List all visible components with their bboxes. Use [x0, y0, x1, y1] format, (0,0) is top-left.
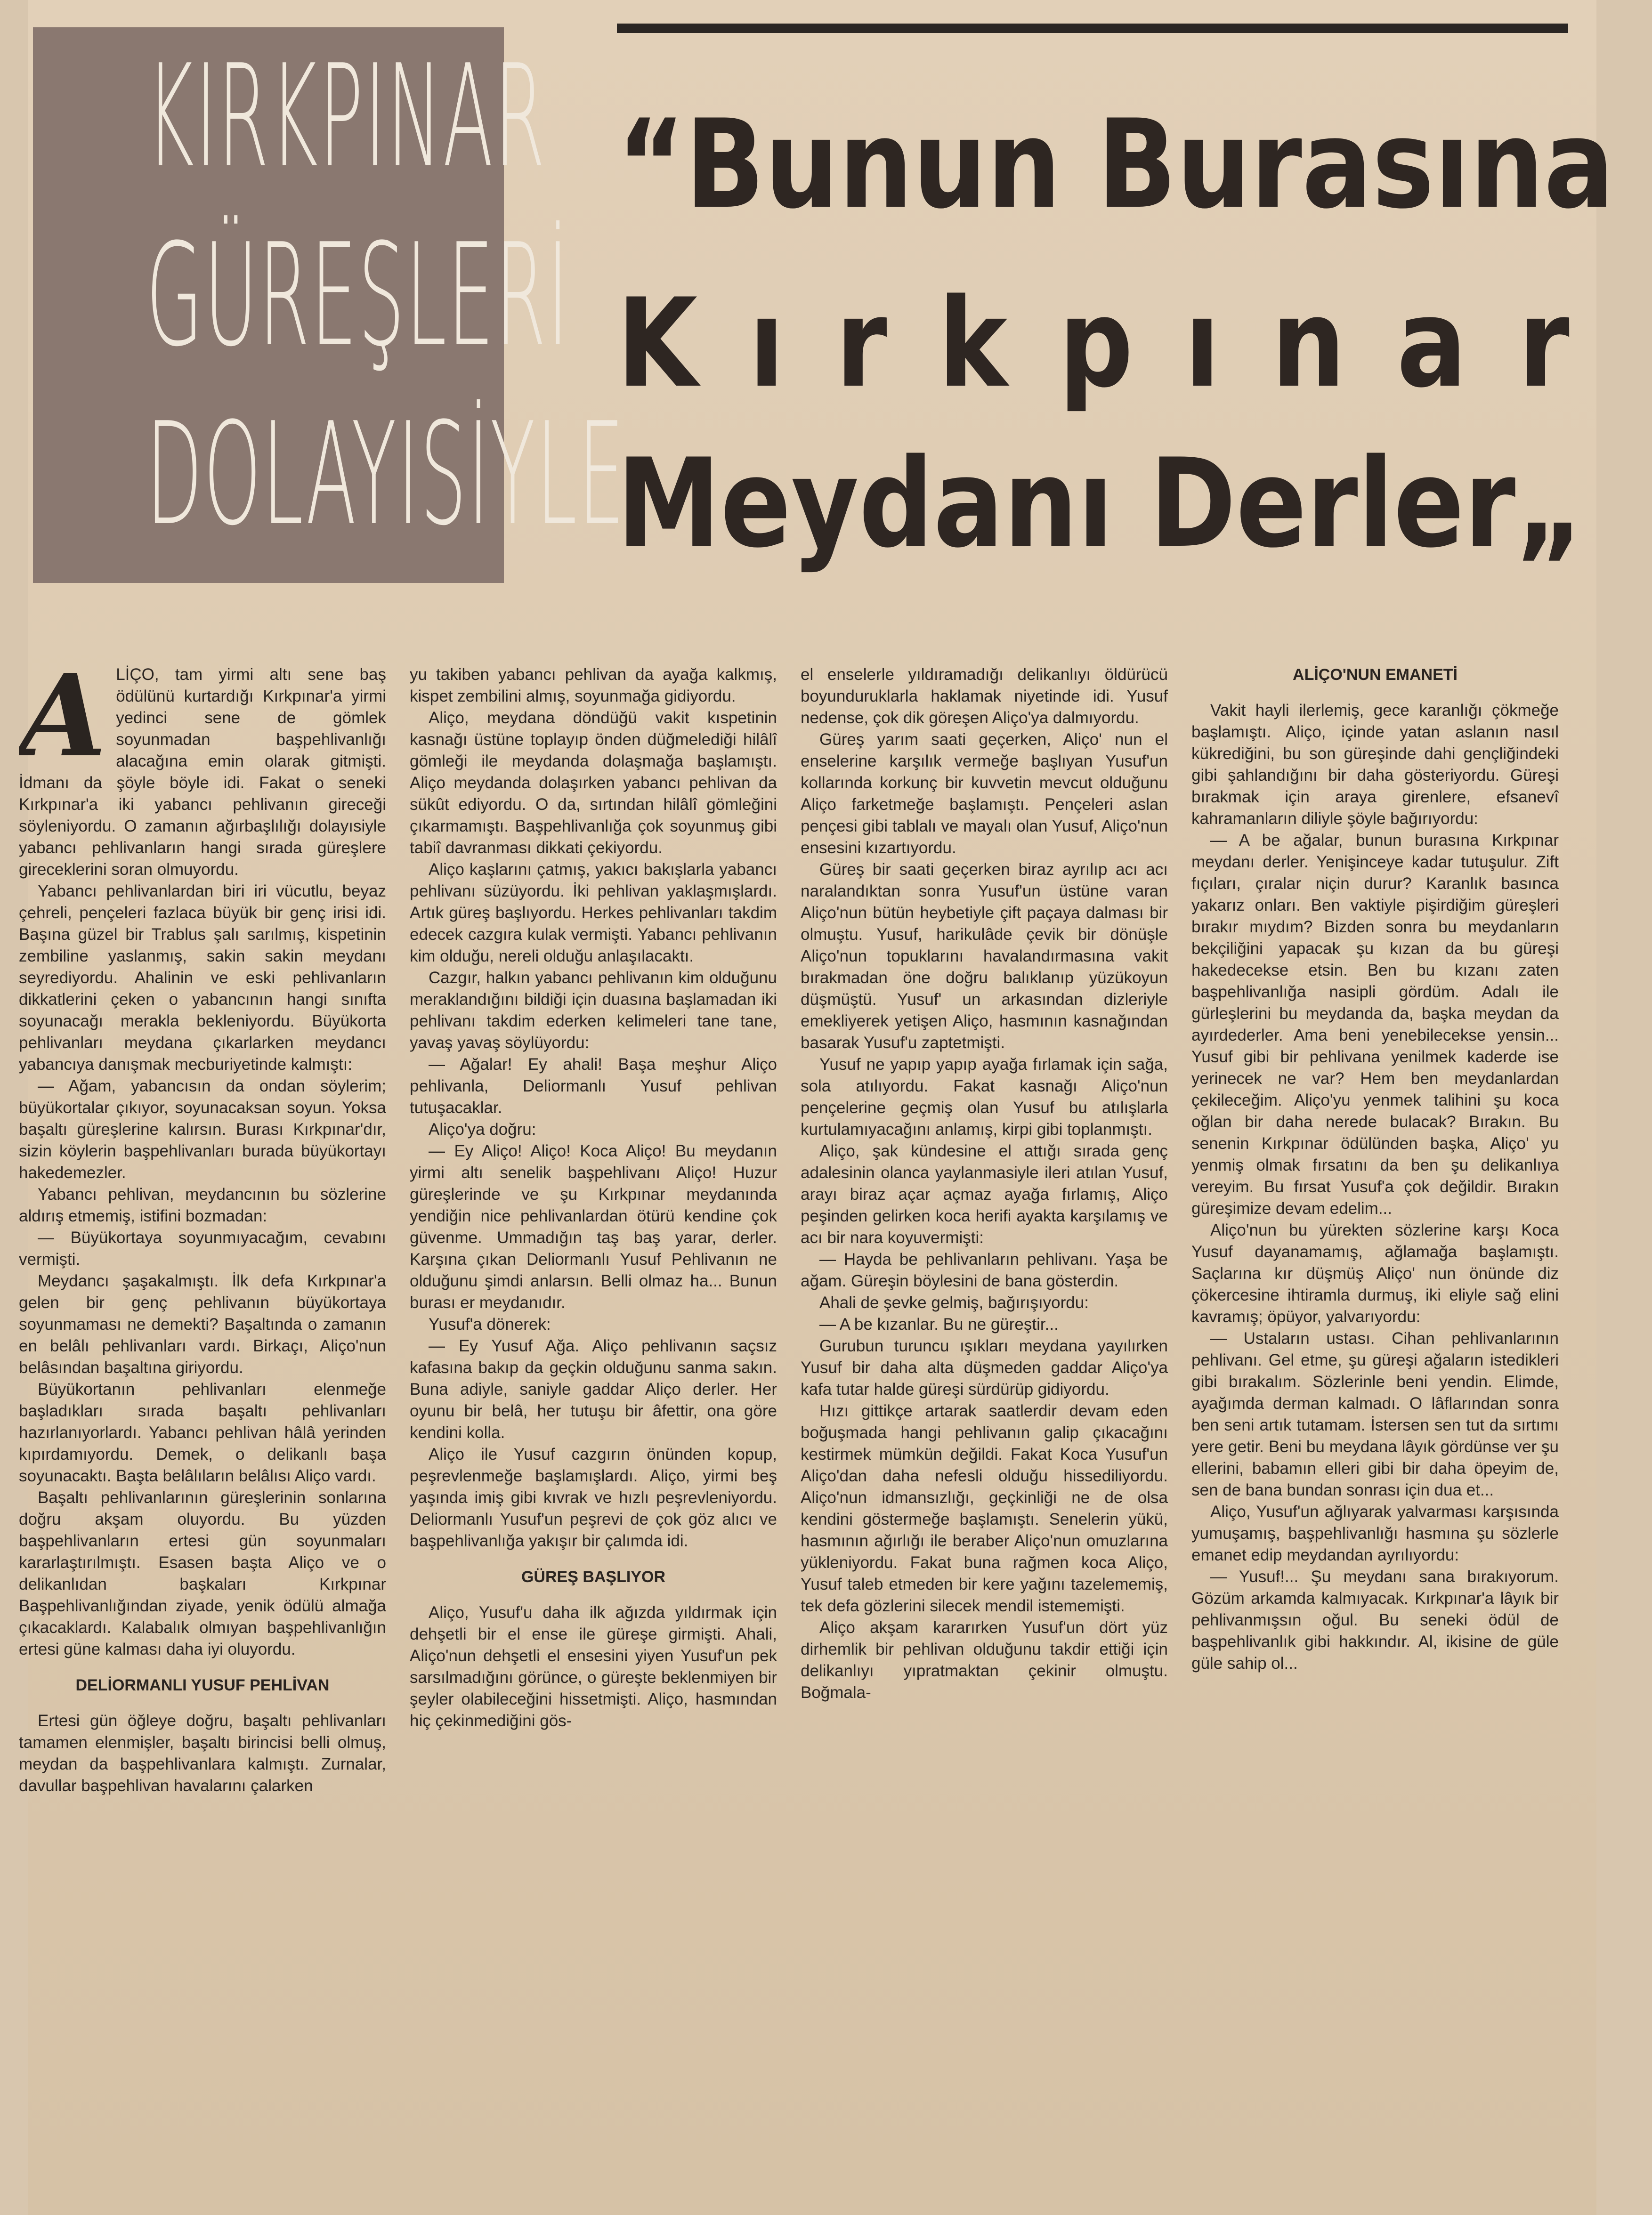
paragraph: LİÇO, tam yirmi altı sene baş ödülünü kurtardığı Kırkpınar'a yirmi yedinci sene de gömlek soyunmadan başpehlivanlığı alacağına emin olarak gitmişti. İdmanı da şöyle böyle idi. Fakat o seneki Kırkpınar'a iki yabancı pehlivanın gireceği söyleniyordu. O zamanın ağırbaşlılığı dolayısiyle yabancı pehlivanların hangi sırada güreşlere gireceklerini soran olmuyordu. [19, 665, 386, 879]
headline-line-3: Meydanı Derler„ [617, 433, 1584, 575]
header-rule [617, 24, 1568, 33]
paragraph: — Ustaların ustası. Cihan pehlivanlarının pehlivanı. Gel etme, şu güreşi ağaların istedikleri gibi bırakalım. Sözlerinle beni yendin. Elimde, ayağımda derman kalmadı. O lâflarından sonra ben seni artık tutamam. İstersen sen tut da sırtımı yere getir. Beni bu meydana lâyık gördünse ver şu ellerini, babamın elleri gibi bir daha öpeyim de, sen de bana bundan sonrası için dua et... [1191, 1329, 1559, 1499]
paragraph: Yusuf'a dönerek: [429, 1315, 551, 1334]
article-column-4 [1191, 664, 1559, 2199]
article-column-2 [410, 664, 777, 2199]
paragraph: Büyükortanın pehlivanları elenmeğe başladıkları sırada başaltı pehlivanları hazırlanıyorlardı. Yabancı pehlivan hâlâ yerinden kıpırdamıyordu. Demek, o delikanlı başa soyunacaktı. Başta belâlıların belâlısı Aliço vardı. [19, 1380, 386, 1485]
paragraph: Aliço, şak kündesine el attığı sırada genç adalesinin olanca yaylanmasiyle ileri atılan Yusuf, arayı biraz açar açmaz ayağa fırlamış, Aliço peşinden gelirken koca herifi ayakta karşılamış ve acı bir nara koyuvermişti: [801, 1142, 1168, 1247]
paragraph: Aliço'nun bu yürekten sözlerine karşı Koca Yusuf dayanamamış, ağlamağa başlamıştı. Saçlarına kır düşmüş Aliço' nun önünde diz çökercesine ihtiramla durmuş, iki eliyle sağ elini kavramış; öpüyor, yalvarıyordu: [1191, 1221, 1559, 1326]
kicker-line-1: KIRKPINAR [146, 34, 546, 199]
kicker-line-3: DOLAYISİYLE [146, 392, 625, 557]
paragraph: Vakit hayli ilerlemiş, gece karanlığı çökmeğe başlamıştı. Aliço, içinde yatan aslanın nasıl kükrediğini, bu son güreşinde dahi gençliğindeki gibi şahlandığını bir daha gösteriyordu. Güreşi bırakmak için araya girenlere, efsanevî kahramanların diliyle şöyle bağırıyordu: [1191, 701, 1559, 828]
paragraph: Gurubun turuncu ışıkları meydana yayılırken Yusuf bir daha alta düşmeden gaddar Aliço'ya kafa tutar halde güreşi sürdürüp gidiyordu. [801, 1337, 1168, 1399]
paragraph: Yabancı pehlivan, meydancının bu sözlerine aldırış etmemiş, istifini bozmadan: [19, 1185, 386, 1225]
kicker-box [33, 27, 625, 583]
paragraph: Meydancı şaşakalmıştı. İlk defa Kırkpınar'a gelen bir genç pehlivanın büyükortaya soyunmaması ne demekti? Başaltında o zamanın en belâlı pehlivanları vardı. Birkaçı, Aliço'nun belâsından başaltına giriyordu. [19, 1272, 386, 1377]
paragraph: Aliço ile Yusuf cazgırın önünden kopup, peşrevlenmeğe başlamışlardı. Aliço, yirmi beş yaşında imiş gibi kıvrak ve hızlı peşrevleniyordu. Deliormanlı Yusuf'un peşrevi de çok göz alıcı ve başpehlivanlığa yakışır bir çalımda idi. [410, 1445, 777, 1550]
paragraph: — Ey Yusuf Ağa. Aliço pehlivanın saçsız kafasına bakıp da geçkin olduğunu sanma sakın. Buna adiyle, saniyle gaddar Aliço derler. Her oyunu bir belâ, her tutuşu bir âfettir, ona göre kendini kolla. [410, 1337, 777, 1442]
article-column-1 [19, 664, 386, 2199]
subheading: DELİORMANLI YUSUF PEHLİVAN [75, 1676, 330, 1694]
paragraph: Aliço'ya doğru: [429, 1120, 536, 1139]
kicker-line-2: GÜREŞLERİ [146, 213, 570, 378]
headline-line-2: Kırkpınar [617, 273, 1621, 415]
paragraph: Aliço, meydana döndüğü vakit kıspetinin kasnağı üstüne toplayıp önden düğmelediği hilâlî gömleği ile meydanda dolaşmağa başlamıştı. Aliço meydanda dolaşırken yabancı pehlivan da sükût ediyordu. O da, sırtından hilâlî gömleğini çıkarmamıştı. Başpehlivanlığa çok soyunmuş gibi tabiî davranması dikkati çekiyordu. [410, 709, 777, 857]
paragraph: Başaltı pehlivanlarının güreşlerinin sonlarına doğru akşam oluyordu. Bu yüzden başpehlivanların ertesi gün soyunmaları kararlaştırılmıştı. Esasen başta Aliço ve o delikanlıdan başkaları Kırkpınar Başpehlivanlığından ziyade, yenik ödülü almağa çıkacaklardı. Kalabalık olmıyan başpehlivanlığın ertesi güne kalması daha iyi oluyordu. [19, 1488, 386, 1658]
paragraph: Aliço kaşlarını çatmış, yakıcı bakışlarla yabancı pehlivanı süzüyordu. İki pehlivan yaklaşmışlardı. Artık güreş başlıyordu. Herkes pehlivanları takdim edecek cazgıra kulak vermişti. Yabancı pehlivanın kim olduğu, nereli olduğu anlaşılacaktı. [410, 860, 777, 965]
paragraph: — Ağam, yabancısın da ondan söylerim; büyükortalar çıkıyor, soyunacaksan soyun. Yoksa başaltı güreşlerine kalırsın. Burası Kırkpınar'dır, sizin köylerin başpehlivanları burada büyükortayı hakedemezler. [19, 1077, 386, 1182]
paragraph: Cazgır, halkın yabancı pehlivanın kim olduğunu meraklandığını bildiği için duasına başlamadan iki pehlivanı takdim ederken kelimeleri tane tane, yavaş yavaş söylüyordu: [410, 969, 777, 1052]
headline-line-1: “Bunun Burasına [617, 94, 1614, 236]
article-column-3 [801, 664, 1168, 2199]
paragraph: Güreş bir saati geçerken biraz ayrılıp acı acı naralandıktan sonra Yusuf'un üstüne varan Aliço'nun bütün heybetiyle çift paçaya dalması bir olmuştu. Yusuf, harikulâde çevik bir dönüşle Aliço'nun topuklarını havalandırmasına vakit bırakmadan öne doğru balıklanıp yüzükoyun düşmüştü. Yusuf' un arkasından dizleriyle emekliyerek yetişen Aliço, hasmının kasnağından basarak Yusuf'u zaptetmişti. [801, 860, 1168, 1052]
paragraph: Yusuf ne yapıp yapıp ayağa fırlamak için sağa, sola atılıyordu. Fakat kasnağı Aliço'nun pençelerine geçmiş olan Yusuf bu atılışlarla kurtulamıyacağını anlamış, kirpi gibi toplanmıştı. [801, 1055, 1168, 1139]
paragraph: Ahali de şevke gelmiş, bağırışıyordu: [819, 1293, 1089, 1312]
paragraph: — Hayda be pehlivanların pehlivanı. Yaşa be ağam. Güreşin böylesini de bana gösterdin. [801, 1250, 1168, 1290]
paragraph: Ertesi gün öğleye doğru, başaltı pehlivanları tamamen elenmişler, başaltı birincisi belli olmuş, meydan da başpehlivanlara kalmıştı. Zurnalar, davullar başpehlivan havalarını çalarken [19, 1712, 386, 1795]
paragraph: — Ağalar! Ey ahali! Başa meşhur Aliço pehlivanla, Deliormanlı Yusuf pehlivan tutuşacaklar. [410, 1055, 777, 1117]
paragraph: — A be kızanlar. Bu ne güreştir... [819, 1315, 1059, 1334]
subheading: GÜREŞ BAŞLIYOR [521, 1568, 666, 1586]
paragraph: Hızı gittikçe artarak saatlerdir devam eden boğuşmada hangi pehlivanın galip çıkacağını kestirmek mümkün değildi. Fakat Koca Yusuf'un Aliço'dan daha nefesli olduğu hissediliyordu. Aliço'nun idmansızlığı, geçkinliği ne de olsa kendini göstermeğe başlamıştı. Senelerin yükü, hasmının ağırlığı ile beraber Aliço'nun omuzlarına yükleniyordu. Fakat buna rağmen koca Aliço, Yusuf taleb etmeden bir kere yağını tazelememiş, tek defa gözlerini silecek mendil istememişti. [801, 1402, 1168, 1615]
paragraph: Aliço, Yusuf'un ağlıyarak yalvarması karşısında yumuşamış, başpehlivanlığı hasmına şu sözlerle emanet edip meydandan ayrılıyordu: [1191, 1503, 1559, 1564]
paragraph: el enselerle yıldıramadığı delikanlıyı öldürücü boyunduruklarla haklamak niyetinde idi. Yusuf nedense, çok dik göreşen Aliço'ya dalmıyordu. [801, 665, 1168, 727]
paragraph: — Büyükortaya soyunmıyacağım, cevabını vermişti. [19, 1229, 386, 1269]
paragraph: Yabancı pehlivanlardan biri iri vücutlu, beyaz çehreli, pençeleri fazlaca büyük bir genç irisi idi. Başına güzel bir Trablus şalı sarılmış, kispetinin zembiline yaslanmış, sakin sakin meydanı seyrediyordu. Ahalinin ve eski pehlivanların dikkatlerini çeken o yabancının hangi sınıfta soyunacağı merakla bekleniyordu. Büyükorta pehlivanları meydana çıkarlarken meydancı yabancıya danışmak mecburiyetinde kalmıştı: [19, 882, 386, 1074]
paragraph: — Ey Aliço! Aliço! Koca Aliço! Bu meydanın yirmi altı senelik başpehlivanı Aliço! Huzur güreşlerinde ve şu Kırkpınar meydanında yendiğin nice pehlivanlardan ötürü kendine çok güvenme. Ummadığın taş baş yarar, derler. Karşına çıkan Deliormanlı Yusuf Pehlivanın ne olduğunu şimdi anlarsın. Belli olmaz ha... Bunun burası er meydanıdır. [410, 1142, 777, 1312]
paragraph: — A be ağalar, bunun burasına Kırkpınar meydanı derler. Yenişinceye kadar tutuşulur. Zift fıçıları, çıralar niçin durur? Karanlık basınca yakarız onları. Ben vaktiyle pişirdiğim güreşleri bırakır mıydım? Bizden sonra bu meydanların bekçiliğini yapacak şu kızan da bu güreşi hakedecekse etsin. Ben bu kızanı zaten başpehlivanlığa nasipli gördüm. Adalı ile gürleşlerini bu meydanda da, başka meydan da ayırdederler. Ama beni yenebilecekse yensin... Yusuf gibi bir pehlivana yenilmek kaderde ise yerinecek ne var? Hem ben meydanlardan çekileceğim. Aliço'yu yenmek talihini şu koca oğlan bir daha nerede bulacak? Bırakın. Bu senenin Kırkpınar ödülünden başka, Aliço' yu yenmiş olmak fırsatını da ben şu delikanlıya vereyim. Bu fırsat Yusuf'a çok değildir. Bırakın güreşimize devam edelim... [1191, 831, 1559, 1218]
paragraph: Güreş yarım saati geçerken, Aliço' nun el enselerine karşılık vermeğe başlıyan Yusuf'un kollarında korkunç bir kuvvetin mevcut olduğunu Aliço farketmeğe başlamıştı. Pençeleri aslan pençesi gibi tablalı ve mayalı olan Yusuf, Aliço'nun ensesini kızartıyordu. [801, 730, 1168, 857]
paragraph: — Yusuf!... Şu meydanı sana bırakıyorum. Gözüm arkamda kalmıyacak. Kırkpınar'a lâyık bir pehlivanmışsın oğul. Bu seneki ödül de başpehlivanlık gibi hakkındır. Al, ikisine de güle güle sahip ol... [1191, 1568, 1559, 1673]
paragraph: yu takiben yabancı pehlivan da ayağa kalkmış, kispet zembilini almış, soyunmağa gidiyordu. [410, 665, 777, 705]
paragraph: Aliço akşam kararırken Yusuf'un dört yüz dirhemlik bir pehlivan olduğunu takdir ettiği için delikanlıyı yıpratmaktan çekinir olmuştu. Boğmala- [801, 1618, 1168, 1702]
paragraph: Aliço, Yusuf'u daha ilk ağızda yıldırmak için dehşetli bir el ense ile güreşe girmişti. Ahali, Aliço'nun dehşetli el ensesini yiyen Yusuf'un pek sarsılmadığını görünce, o güreşte beklenmiyen bir şeyler olabileceğini hissetmişti. Aliço, hasmından hiç çekinmediğini gös- [410, 1603, 777, 1730]
subheading: ALİÇO'NUN EMANETİ [1293, 666, 1458, 684]
drop-cap: A [19, 664, 107, 782]
